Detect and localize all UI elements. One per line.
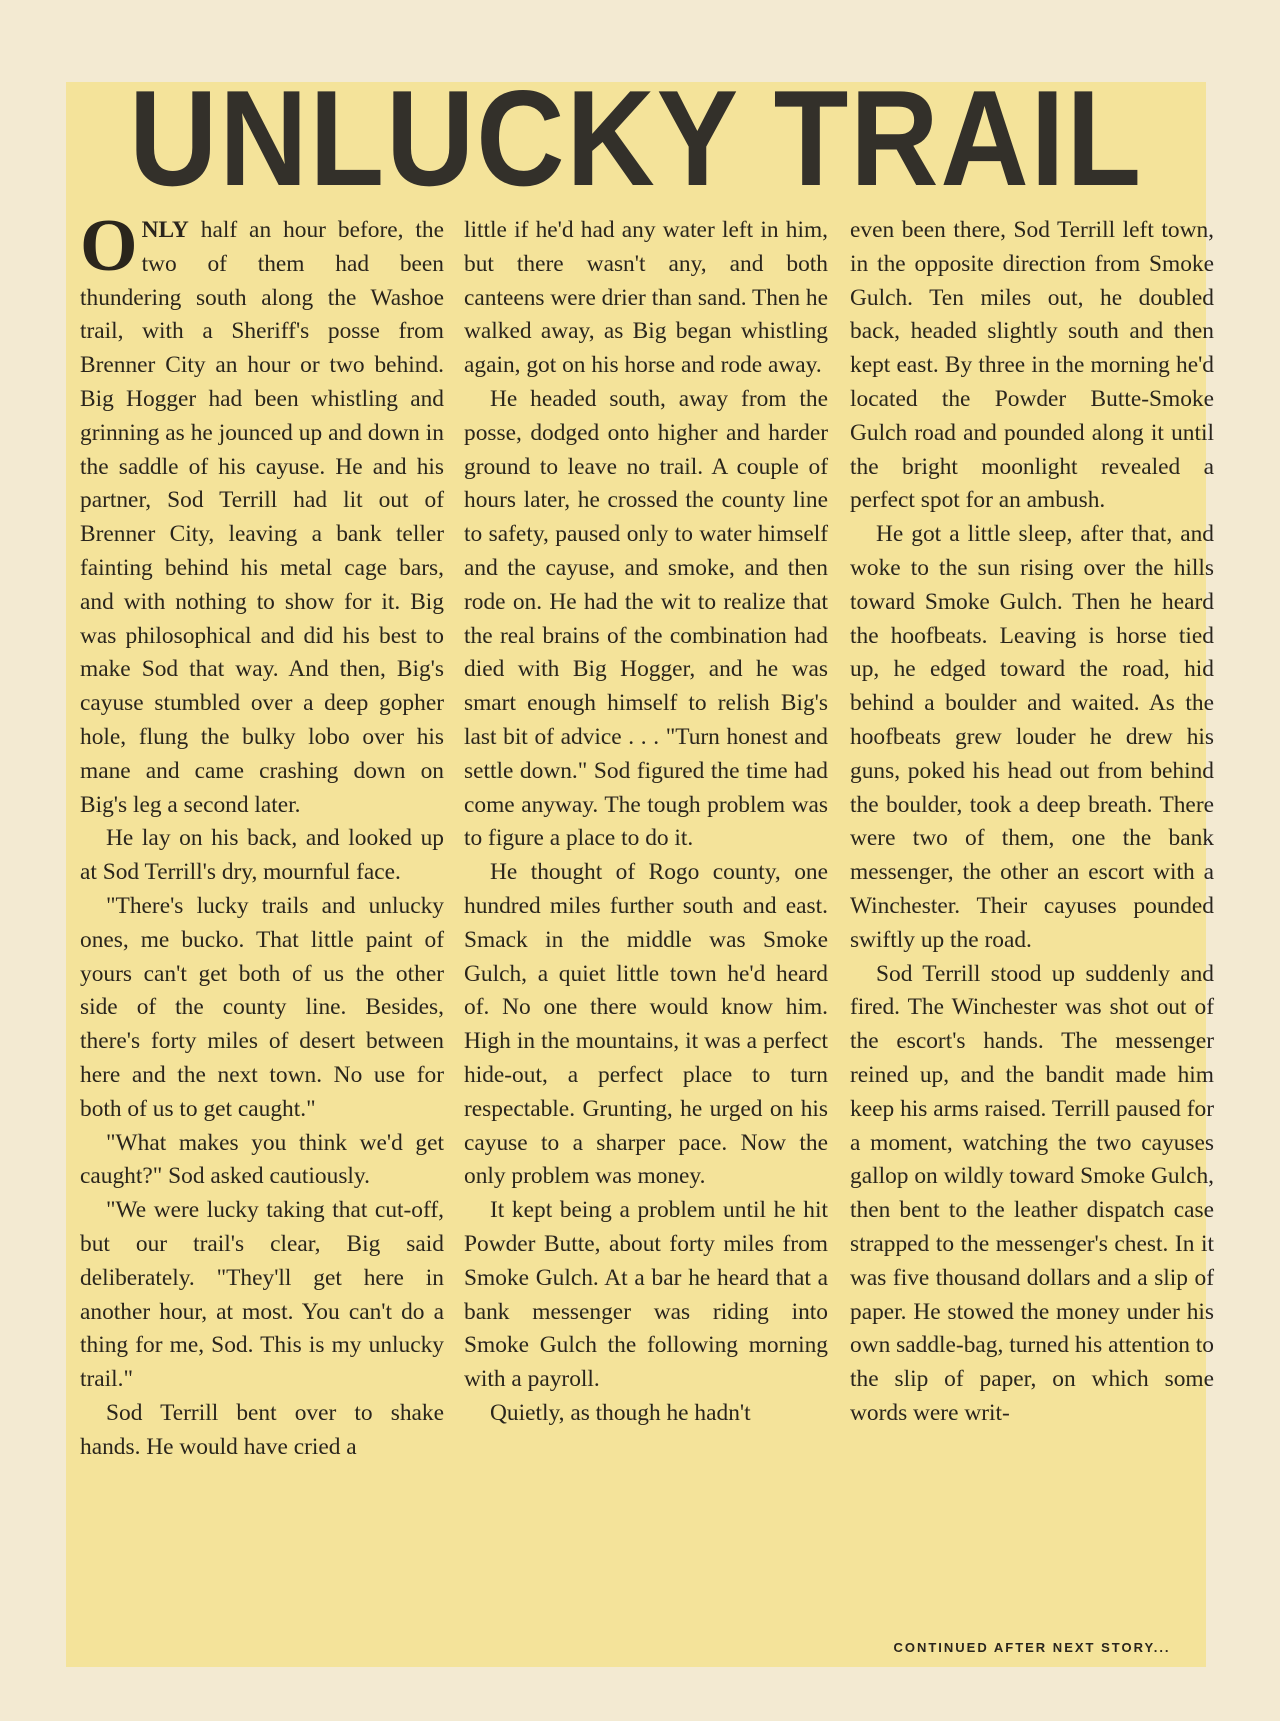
paragraph: He lay on his back, and looked up at Sod Terrill's dry, mournful face. xyxy=(80,825,444,886)
story-title: UNLUCKY TRAIL xyxy=(129,62,1143,214)
column-3 xyxy=(850,214,1214,1431)
paragraph: little if he'd had any water left in him, but there wasn't any, and both canteens were drier than sand. Then he walked away, as Big began whistling again, got on his horse and rode away. xyxy=(464,217,828,379)
paragraph: He got a little sleep, after that, and woke to the sun rising over the hills toward Smoke Gulch. Then he heard the hoofbeats. Leaving is horse tied up, he edged toward the road, hid behind a boulder and waited. As the hoofbeats grew louder he drew his guns, poked his head out from behind the boulder, took a deep breath. There were two of them, one the bank messenger, the other an escort with a Winchester. Their cayuses pounded swiftly up the road. xyxy=(850,521,1214,953)
paragraph: Sod Terrill bent over to shake hands. He would have cried a xyxy=(80,1399,444,1460)
lead-caps: NLY xyxy=(141,217,189,243)
paragraph: half an hour before, the two of them had been thundering south along the Washoe trail, with a Sheriff's posse from Brenner City an hour or two behind. Big Hogger had been whistling and grinning as he jounced up and down in the saddle of his cayuse. He and his partner, Sod Terrill had lit out of Brenner City, leaving a bank teller fainting behind his metal cage bars, and with nothing to show for it. Big was philosophical and did his best to make Sod that way. And then, Big's cayuse stumbled over a deep gopher hole, flung the bulky lobo over his mane and came crashing down on Big's leg a second later. xyxy=(80,217,444,818)
continued-note: CONTINUED AFTER NEXT STORY... xyxy=(893,1640,1171,1655)
paragraph: It kept being a problem until he hit Powder Butte, about forty miles from Smoke Gulch. At a bar he heard that a bank messenger was riding into Smoke Gulch the following morning with a payroll. xyxy=(464,1197,828,1393)
paragraph: even been there, Sod Terrill left town, in the opposite direction from Smoke Gulch. Ten miles out, he doubled back, headed slightly south and then kept east. By three in the morning he'd located the Powder Butte-Smoke Gulch road and pounded along it until the bright moonlight revealed a perfect spot for an ambush. xyxy=(850,217,1214,514)
paragraph: "We were lucky taking that cut-off, but our trail's clear, Big said deliberately. "They'll get here in another hour, at most. You can't do a thing for me, Sod. This is my unlucky trail." xyxy=(80,1197,444,1393)
opening-paragraph xyxy=(80,205,444,822)
paragraph: He headed south, away from the posse, dodged onto higher and harder ground to leave no trail. A couple of hours later, he crossed the county line to safety, paused only to water himself and the cayuse, and smoke, and then rode on. He had the wit to realize that the real brains of the combination had died with Big Hogger, and he was smart enough himself to relish Big's last bit of advice . . . "Turn honest and settle down." Sod figured the time had come anyway. The tough problem was to figure a place to do it. xyxy=(464,385,828,852)
paragraph: "What makes you think we'd get caught?" Sod asked cautiously. xyxy=(80,1129,444,1190)
paragraph: He thought of Rogo county, one hundred miles further south and east. Smack in the middle was Smoke Gulch, a quiet little town he'd heard of. No one there would know him. High in the mountains, it was a perfect hide-out, a perfect place to turn respectable. Grunting, he urged on his cayuse to a sharper pace. Now the only problem was money. xyxy=(464,859,828,1190)
column-2 xyxy=(464,214,828,1431)
drop-cap: O xyxy=(80,205,138,287)
paragraph: "There's lucky trails and unlucky ones, me bucko. That little paint of yours can't get both of us the other side of the county line. Besides, there's forty miles of desert between here and the next town. No use for both of us to get caught." xyxy=(80,892,444,1122)
column-1 xyxy=(80,205,444,1464)
paragraph: Sod Terrill stood up suddenly and fired. The Winchester was shot out of the escort's hands. The messenger reined up, and the bandit made him keep his arms raised. Terrill paused for a moment, watching the two cayuses gallop on wildly toward Smoke Gulch, then bent to the leather dispatch case strapped to the messenger's chest. In it was five thousand dollars and a slip of paper. He stowed the money under his own saddle-bag, turned his attention to the slip of paper, on which some words were writ- xyxy=(850,960,1214,1426)
paragraph: Quietly, as though he hadn't xyxy=(490,1399,751,1426)
